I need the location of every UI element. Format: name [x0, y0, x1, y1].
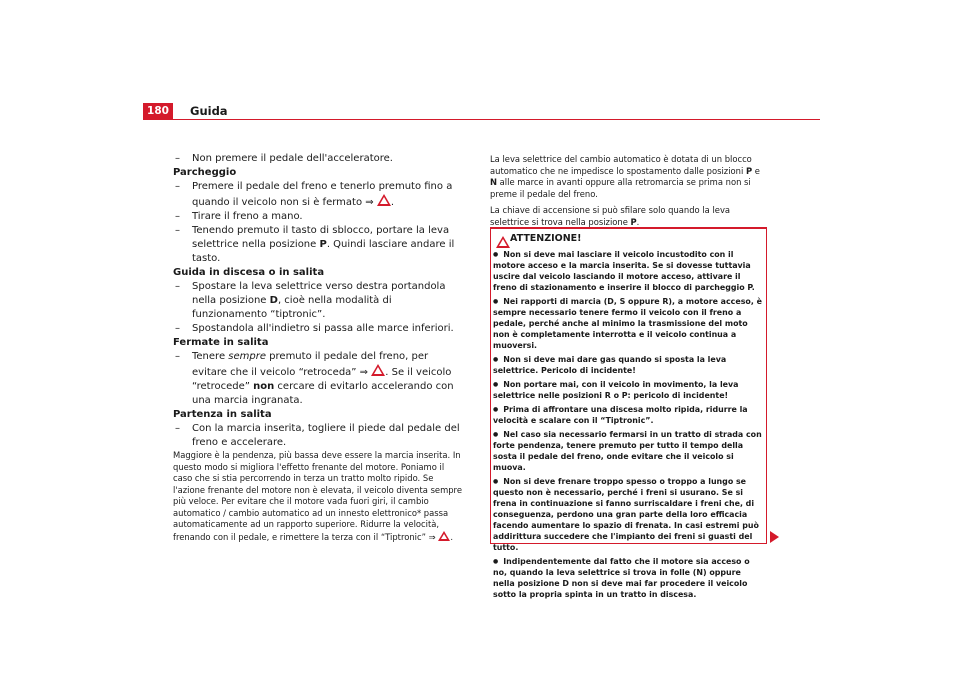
- note-paragraph: Maggiore è la pendenza, più bassa deve essere la marcia inserita. In questo modo si migliora l'effetto frenante del motore. Poniamo il caso che si stia percorrendo in terza un tratto molto ripido. Se l'azione frenante del motore non è elevata, il veicolo diventa sempre più veloce. Per evitare che il motore vada fuori giri, il cambio automatico / cambio automatico ad un innesto elettronico* passa automaticamente ad un rapporto superiore. Ridurre la velocità, frenando con il pedale, e rimettere la terza con il “Tiptronic” ⇒ .: [173, 450, 462, 542]
- warning-triangle-icon: [496, 236, 510, 248]
- right-column: [490, 154, 767, 233]
- page-title: Guida: [190, 104, 228, 118]
- list-item: – Tenere sempre premuto il pedale del freno, per evitare che il veicolo “retroceda” ⇒ . Se il veicolo “retrocede” non cercare di evitarlo accelerando con una marcia ingranata.: [173, 350, 463, 408]
- warning-item: ● Non si deve frenare troppo spesso o troppo a lungo se questo non è necessario, perché i freni si usurano. Se si frena in continuazione si fanno surriscaldare i freni che, di conseguenza, perdono una gran parte della loro efficacia facendo aumentare lo spazio di frenata. In casi estremi può addirittura succedere che l'impianto dei freni si guasti del tutto.: [493, 476, 763, 553]
- warning-item: ● Indipendentemente dal fatto che il motore sia acceso o no, quando la leva selettrice si trova in folle (N) oppure nella posizione D non si deve mai far procedere il veicolo sotto la propria spinta in un tratto in discesa.: [493, 556, 763, 600]
- warning-triangle-icon: [377, 194, 391, 206]
- warning-triangle-icon: [438, 531, 450, 541]
- cross-reference-arrow: ⇒: [359, 367, 369, 378]
- warning-item: ● Non si deve mai lasciare il veicolo incustodito con il motore acceso e la marcia inserita. Se si dovesse tuttavia uscire dal veicolo lasciando il motore acceso, attivare il freno di stazionamento e inserire il blocco di parcheggio P.: [493, 249, 763, 293]
- paragraph: La leva selettrice del cambio automatico è dotata di un blocco automatico che ne impedisce lo spostamento dalle posizioni P e N alle marce in avanti oppure alla retromarcia se prima non si preme il pedale del freno.: [490, 154, 760, 199]
- page-number: 180: [143, 103, 173, 119]
- header-divider: [143, 119, 820, 120]
- list-item: – Con la marcia inserita, togliere il piede dal pedale del freno e accelerare.: [173, 422, 463, 450]
- list-item: – Spostandola all'indietro si passa alle marce inferiori.: [173, 322, 463, 336]
- warning-list: [493, 249, 763, 603]
- warning-item: ● Prima di affrontare una discesa molto ripida, ridurre la velocità e scalare con il “Tiptronic”.: [493, 404, 763, 426]
- list-item: – Non premere il pedale dell'acceleratore.: [173, 152, 463, 166]
- left-column: [173, 152, 463, 543]
- warning-title: ATTENZIONE!: [510, 233, 582, 244]
- warning-triangle-icon: [371, 364, 385, 376]
- cross-reference-arrow: ⇒: [365, 197, 374, 208]
- section-heading-uphill-start: Partenza in salita: [173, 409, 272, 420]
- warning-item: ● Nel caso sia necessario fermarsi in un tratto di strada con forte pendenza, tenere premuto per tutto il tempo della sosta il pedale del freno, onde evitare che il veicolo si muova.: [493, 429, 763, 473]
- list-item: – Tirare il freno a mano.: [173, 210, 463, 224]
- continue-arrow-icon[interactable]: [770, 531, 779, 543]
- section-heading-downhill: Guida in discesa o in salita: [173, 267, 325, 278]
- warning-box-top-rule: [490, 227, 767, 229]
- section-heading-parking: Parcheggio: [173, 167, 237, 178]
- list-item: – Tenendo premuto il tasto di sblocco, portare la leva selettrice nella posizione P. Quindi lasciare andare il tasto.: [173, 224, 463, 266]
- warning-item: ● Non portare mai, con il veicolo in movimento, la leva selettrice nelle posizioni R o P: pericolo di incidente!: [493, 379, 763, 401]
- list-item: – Spostare la leva selettrice verso destra portandola nella posizione D, cioè nella modalità di funzionamento “tiptronic”.: [173, 280, 463, 322]
- section-heading-uphill-stop: Fermate in salita: [173, 337, 269, 348]
- list-item: – Premere il pedale del freno e tenerlo premuto fino a quando il veicolo non si è fermato ⇒ .: [173, 180, 463, 210]
- paragraph: La chiave di accensione si può sfilare solo quando la leva selettrice si trova nella posizione P.: [490, 205, 731, 227]
- warning-item: ● Non si deve mai dare gas quando si sposta la leva selettrice. Pericolo di incidente!: [493, 354, 763, 376]
- warning-item: ● Nei rapporti di marcia (D, S oppure R), a motore acceso, è sempre necessario tenere fermo il veicolo con il freno a pedale, perché anche al minimo la trasmissione del moto non è completamente interrotta e il veicolo continua a muoversi.: [493, 296, 763, 351]
- cross-reference-arrow: ⇒: [428, 531, 436, 542]
